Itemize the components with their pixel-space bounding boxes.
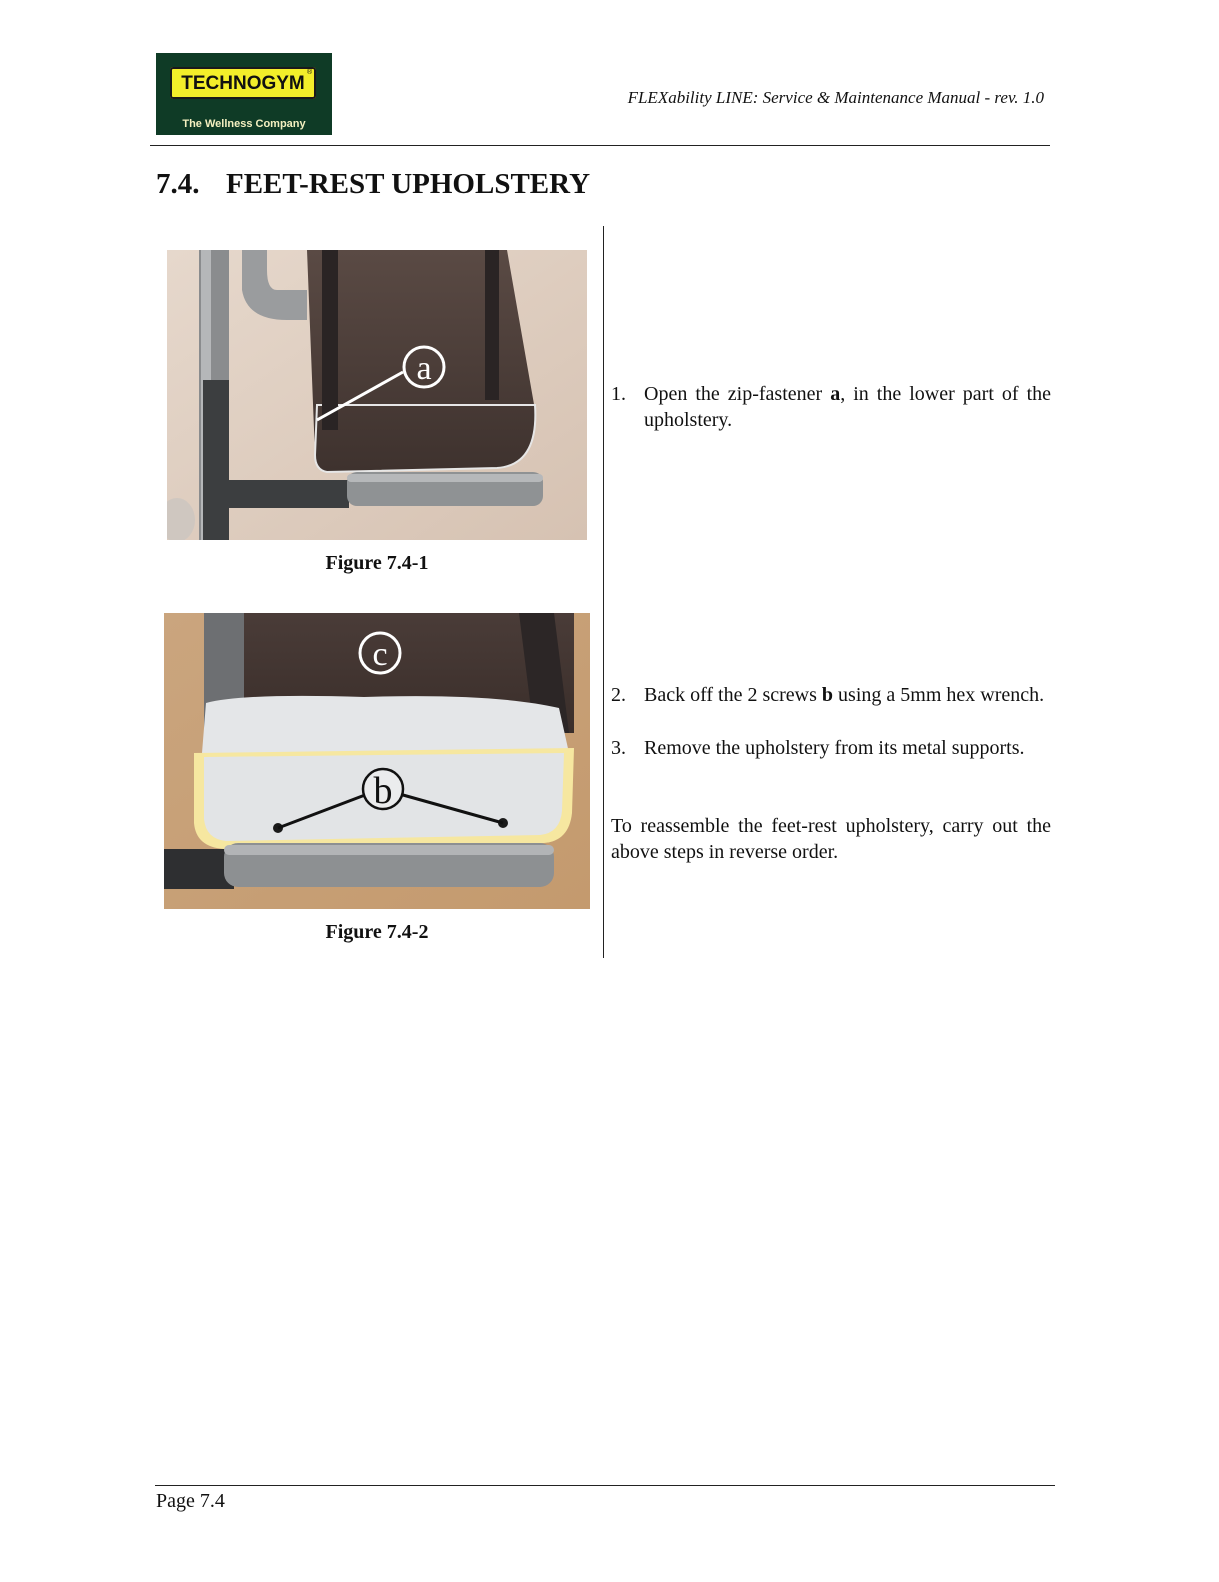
column-divider: [603, 226, 604, 958]
figure-7-4-1-caption: Figure 7.4-1: [325, 552, 429, 574]
logo-tagline: The Wellness Company: [182, 118, 306, 130]
step-1-number: 1.: [611, 383, 626, 405]
section-heading: [156, 168, 590, 201]
logo-brand: TECHNOGYM: [181, 73, 305, 94]
step-2-text-before: Back off the 2 screws: [644, 684, 822, 706]
figure-7-4-1: [167, 250, 587, 540]
step-2-text: [644, 682, 1051, 708]
step-2-callout: b: [821, 684, 834, 706]
callout-a-label: a: [416, 350, 432, 387]
step-3-number: 3.: [611, 737, 626, 759]
registered-mark: ®: [306, 69, 312, 76]
page-number: Page 7.4: [156, 1490, 225, 1512]
step-3-text: Remove the upholstery from its metal supports.: [644, 737, 1025, 759]
callout-b-label: b: [373, 770, 393, 812]
figure-7-4-2-photo: [164, 613, 590, 909]
step-1: [611, 381, 1051, 433]
section-title: FEET-REST UPHOLSTERY: [226, 168, 591, 200]
figure-7-4-2-caption: Figure 7.4-2: [325, 921, 429, 943]
header-rule: [150, 145, 1050, 146]
step-1-text-before: Open the zip-fastener: [644, 383, 831, 405]
footer-rule: [155, 1485, 1055, 1486]
section-number: 7.4.: [156, 168, 200, 200]
step-1-callout: a: [830, 383, 841, 405]
step-3: [611, 735, 1051, 761]
step-1-text-after: , in the lower part of the upholstery.: [644, 383, 1051, 431]
manual-title: FLEXability LINE: Service & Maintenance Manual - rev. 1.0: [627, 88, 1044, 107]
step-2-number: 2.: [611, 684, 626, 706]
figure-7-4-2: [164, 613, 590, 909]
logo-badge: [170, 67, 316, 99]
technogym-logo: [156, 53, 332, 135]
step-2-text-after: using a 5mm hex wrench.: [833, 684, 1045, 706]
step-2: [611, 682, 1051, 708]
callout-c-label: c: [372, 636, 388, 673]
step-1-text: [644, 381, 1051, 433]
reassemble-note: To reassemble the feet-rest upholstery, carry out the above steps in reverse order.: [611, 815, 1051, 863]
figure-7-4-1-photo: [167, 250, 587, 540]
